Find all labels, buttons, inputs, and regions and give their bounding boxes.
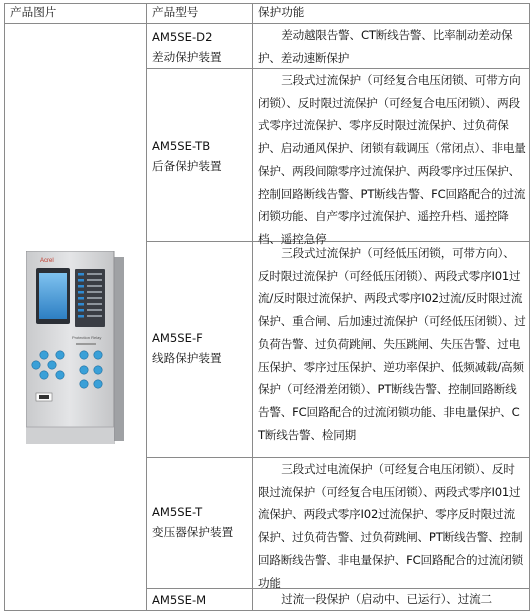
model-code: AM5SE-TB	[152, 139, 211, 153]
header-product-image: 产品图片	[10, 5, 57, 19]
row-model	[152, 136, 222, 176]
vline	[4, 3, 5, 611]
row-functions: 差动越限告警、CT断线告警、比率制动差动保护、差动速断保护	[258, 28, 513, 65]
row-model	[152, 27, 222, 67]
row-model	[152, 502, 233, 542]
row-model	[152, 328, 222, 368]
vline	[529, 3, 530, 611]
brand-text: Acrel	[40, 258, 54, 264]
row-functions: 三段式过流保护（可经复合电压闭锁、可带方向闭锁）、反时限过流保护（可经复合电压闭锁）、两段式零序过流保护、零序反时限过流保护、过负荷保护、启动通风保护、闭锁有载调压（常闭点）、非电量保护、两段间隙零序过流保护、两段零序过压保护、控制回路断线告警、PT断线告警、FC回路配合的过流闭锁功能、自产零序过流保护、遥控升档、遥控降档、遥控急停	[258, 73, 526, 246]
product-image	[26, 251, 130, 444]
model-code: AM5SE-M	[152, 593, 207, 607]
row-functions: 三段式过电流保护（可经复合电压闭锁）、反时限过流保护（可经复合电压闭锁）、两段式零序I01过流保护、两段式零序I02过流保护、零序反时限过流保护、过负荷告警、过负荷跳闸、PT断线告警、控制回路断线告警、非电量保护、FC回路配合的过流闭锁功能	[258, 462, 524, 590]
vline	[146, 3, 147, 611]
row-functions: 三段式过流保护（可经低压闭锁，可带方向）、反时限过流保护（可经低压闭锁）、两段式零序I01过流/反时限过流保护、两段式零序I02过流/反时限过流保护、重合闸、后加速过流保护（可经低压闭锁）、过负荷告警、过负荷跳闸、失压跳闸、失压告警、过电压保护、零序过压保护、逆功率保护、低频减载/高频保护（可经滑差闭锁）、PT断线告警、控制回路断线告警、FC回路配合的过流闭锁功能、非电量保护、CT断线告警、检同期	[258, 246, 526, 442]
vline	[252, 3, 253, 611]
row-model	[152, 590, 206, 610]
panel-title-text: Protection Relay	[72, 335, 102, 340]
model-name: 线路保护装置	[152, 351, 222, 365]
model-name: 变压器保护装置	[152, 525, 234, 539]
header-product-model: 产品型号	[152, 5, 199, 19]
relay-device-icon	[26, 251, 130, 444]
hline	[4, 610, 530, 611]
header-protection-function: 保护功能	[258, 5, 305, 19]
model-code: AM5SE-D2	[152, 30, 213, 44]
model-name: 后备保护装置	[152, 159, 222, 173]
model-code: AM5SE-F	[152, 331, 203, 345]
model-code: AM5SE-T	[152, 505, 203, 519]
row-functions: 过流一段保护（启动中、已运行）、过流二	[281, 592, 492, 606]
model-name: 差动保护装置	[152, 50, 222, 64]
